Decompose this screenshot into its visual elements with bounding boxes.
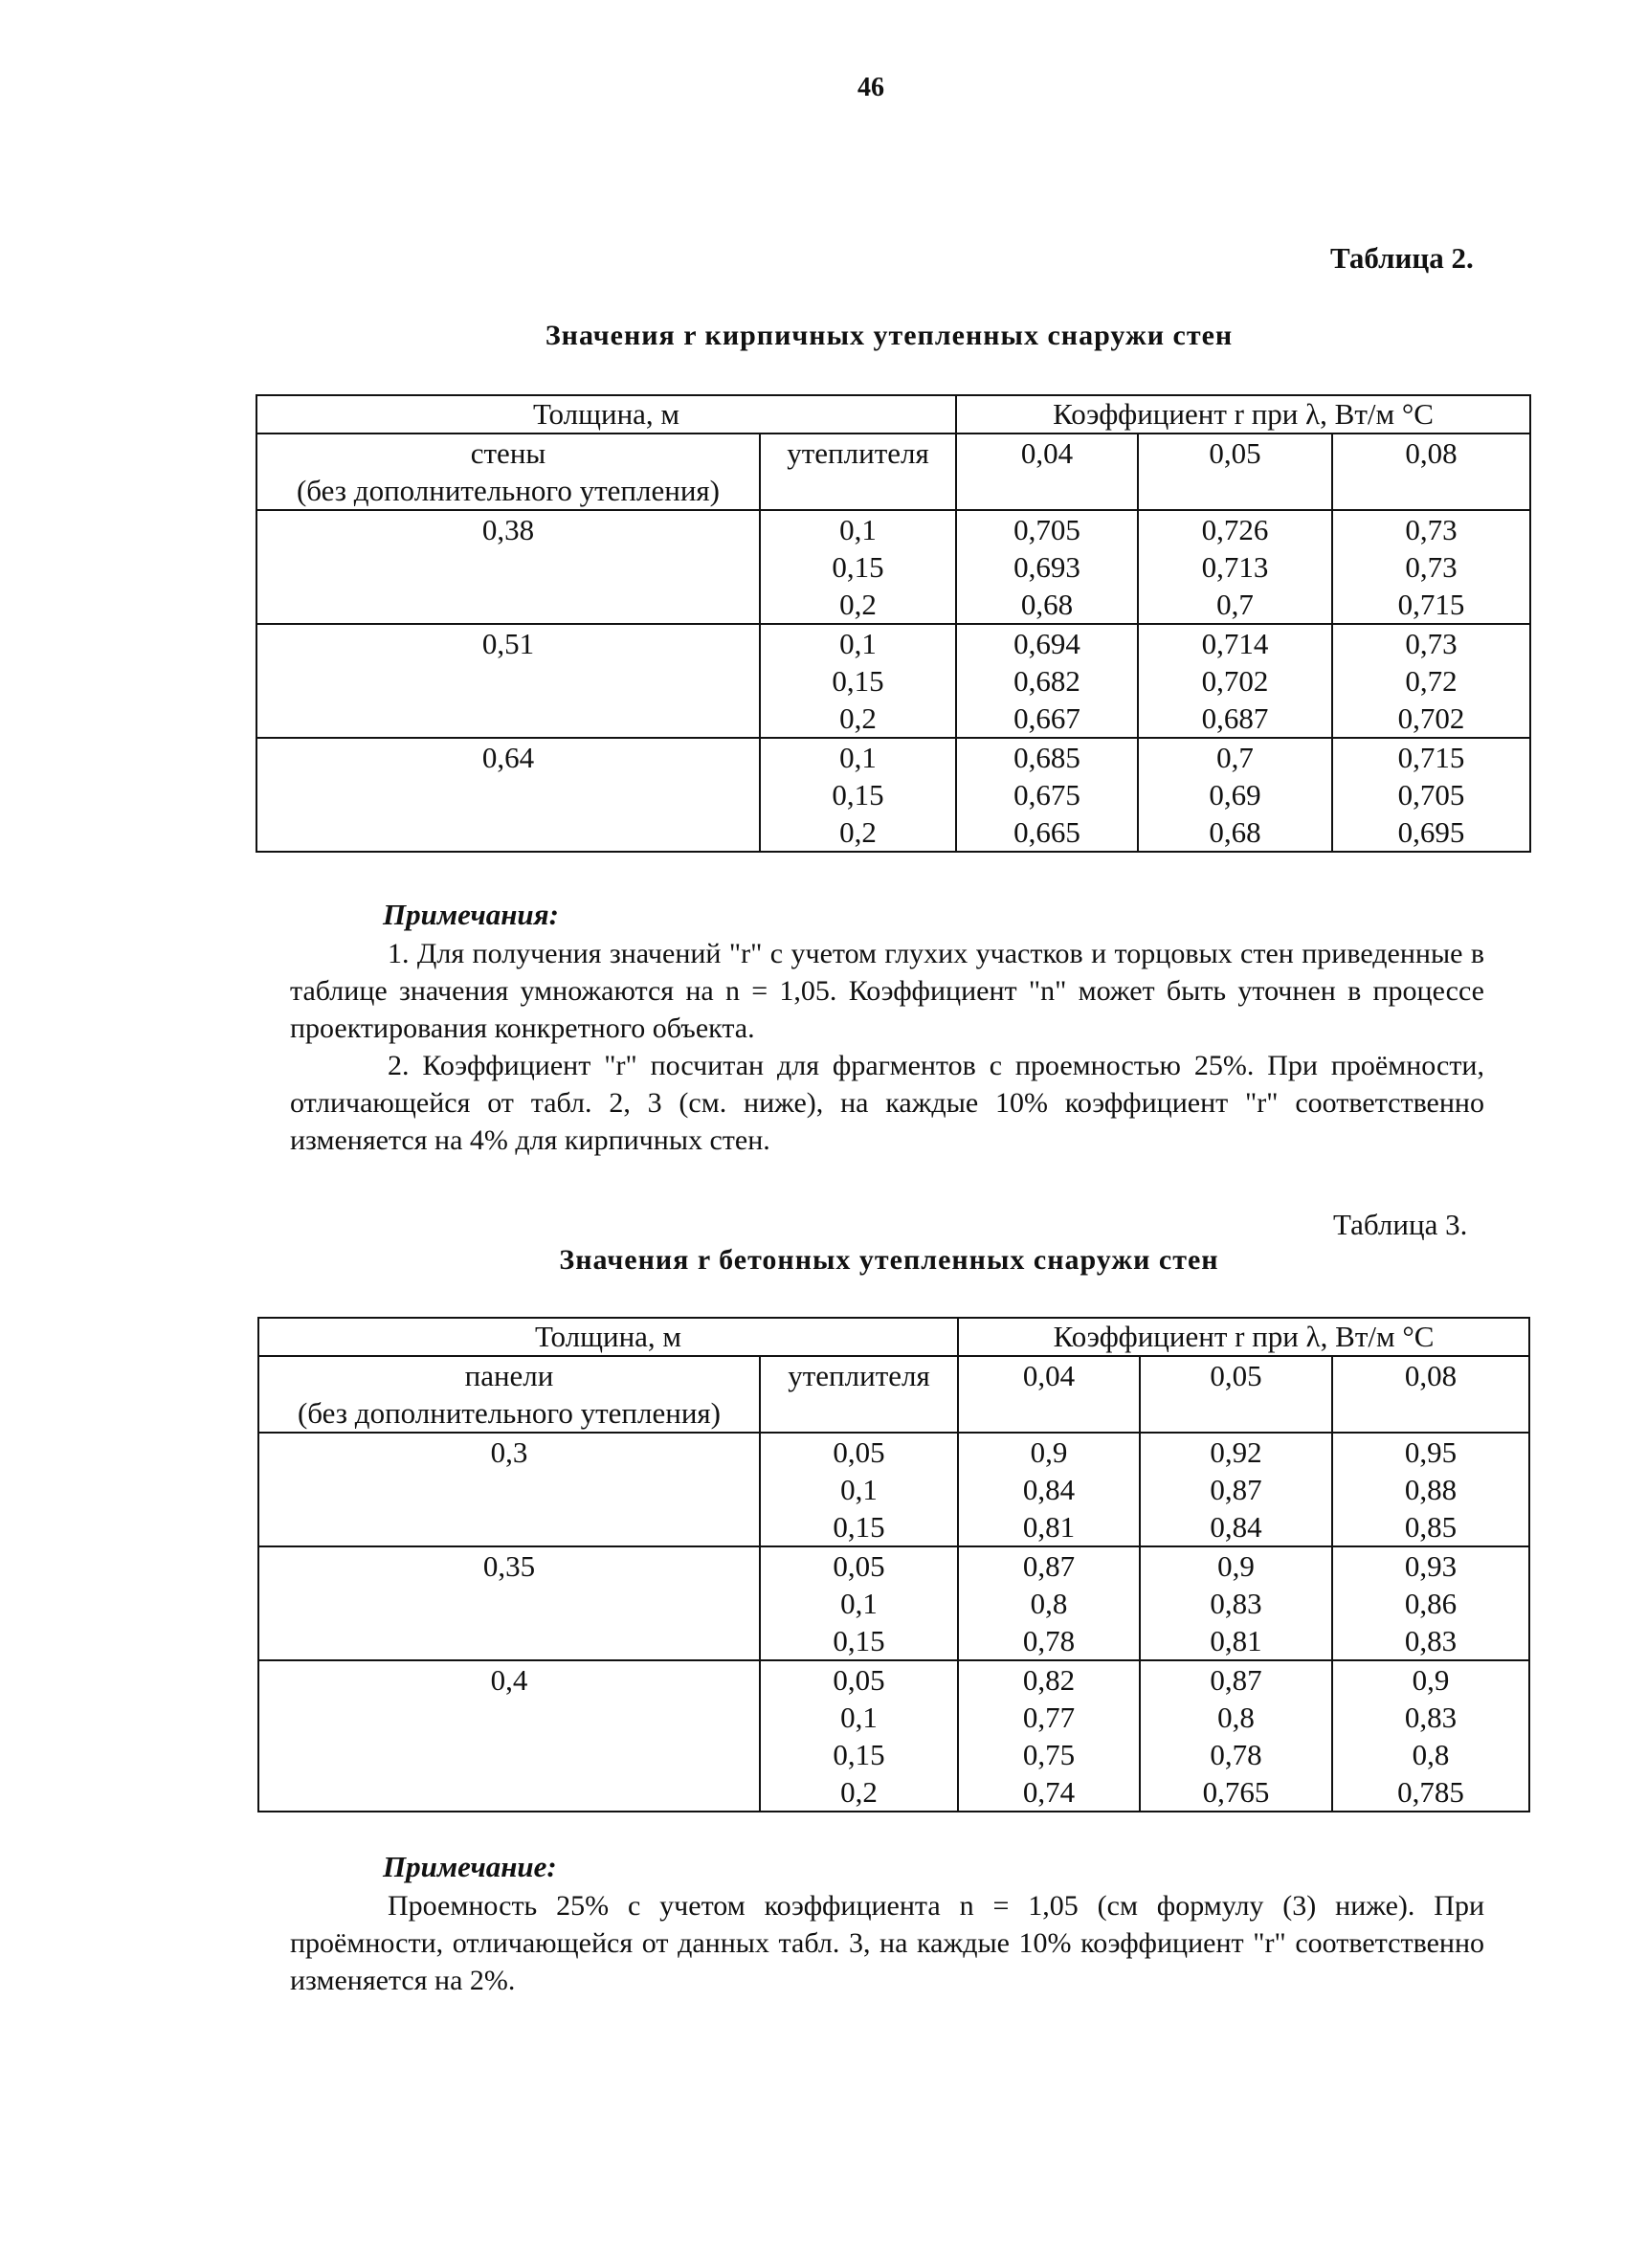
insulation-cell (760, 624, 956, 738)
coef-value: 0,83 (1210, 1587, 1262, 1620)
table2-head-coef: Коэффициент r при λ, Вт/м °С (956, 395, 1530, 434)
coef-value: 0,685 (1013, 741, 1080, 774)
table2-title: Значения r кирпичных утепленных снаружи стен (545, 320, 1234, 351)
table-row (258, 1546, 1529, 1660)
coef-value: 0,8 (1412, 1738, 1450, 1771)
table2-header-row2 (256, 434, 1530, 510)
coef-value: 0,694 (1013, 627, 1080, 660)
insulation-value: 0,1 (840, 1587, 878, 1620)
coef-cell (956, 624, 1138, 738)
coef-value: 0,85 (1404, 1510, 1458, 1544)
coef-cell (1140, 1546, 1332, 1660)
insulation-value: 0,2 (839, 815, 877, 849)
coef-value: 0,95 (1404, 1435, 1458, 1469)
insulation-value: 0,05 (833, 1663, 885, 1697)
table2-head-thickness: Толщина, м (256, 395, 956, 434)
coef-value: 0,81 (1210, 1624, 1262, 1657)
table3 (257, 1317, 1530, 1812)
coef-value: 0,665 (1013, 815, 1080, 849)
wall-thickness-cell (258, 1546, 760, 1660)
table-row (258, 1660, 1529, 1812)
coef-value: 0,9 (1217, 1549, 1255, 1583)
coef-value: 0,77 (1022, 1701, 1076, 1734)
wall-thickness-value: 0,35 (482, 1549, 536, 1583)
table3-head-coef: Коэффициент r при λ, Вт/м °С (958, 1318, 1529, 1356)
table2 (256, 394, 1531, 853)
coef-value: 0,88 (1404, 1473, 1458, 1506)
coef-cell (1332, 1433, 1529, 1546)
coef-value: 0,84 (1210, 1510, 1262, 1544)
coef-cell (958, 1546, 1140, 1660)
coef-value: 0,702 (1397, 701, 1465, 735)
insulation-value: 0,2 (839, 701, 877, 735)
coef-value: 0,84 (1022, 1473, 1076, 1506)
coef-value: 0,92 (1210, 1435, 1262, 1469)
wall-thickness-value: 0,4 (490, 1663, 528, 1697)
coef-value: 0,785 (1397, 1775, 1464, 1809)
table3-head-wall-line1: панели (464, 1359, 554, 1392)
coef-cell (1332, 624, 1530, 738)
coef-value: 0,8 (1217, 1701, 1255, 1734)
table2-notes-heading: Примечания: (383, 898, 559, 931)
coef-value: 0,68 (1209, 815, 1261, 849)
coef-value: 0,705 (1397, 778, 1465, 812)
table3-head-insul: утеплителя (760, 1356, 958, 1433)
insulation-value: 0,15 (833, 1624, 885, 1657)
insulation-value: 0,15 (832, 664, 884, 698)
coef-value: 0,726 (1201, 513, 1269, 546)
insulation-value: 0,2 (839, 588, 877, 621)
page-number: 46 (857, 73, 884, 102)
coef-value: 0,73 (1405, 513, 1458, 546)
coef-value: 0,87 (1022, 1549, 1076, 1583)
insulation-cell (760, 738, 956, 852)
table3-head-wall (258, 1356, 760, 1433)
coef-value: 0,78 (1022, 1624, 1076, 1657)
table3-head-l1: 0,04 (958, 1356, 1140, 1433)
wall-thickness-cell (256, 738, 760, 852)
coef-cell (958, 1433, 1140, 1546)
coef-value: 0,87 (1210, 1663, 1262, 1697)
insulation-value: 0,15 (833, 1510, 885, 1544)
coef-value: 0,693 (1013, 550, 1080, 584)
table2-head-l3: 0,08 (1332, 434, 1530, 510)
table3-head-l3: 0,08 (1332, 1356, 1529, 1433)
coef-value: 0,74 (1022, 1775, 1076, 1809)
table3-header-row2 (258, 1356, 1529, 1433)
insulation-value: 0,15 (833, 1738, 885, 1771)
insulation-cell (760, 1433, 958, 1546)
table-row (258, 1433, 1529, 1546)
table2-body (256, 510, 1530, 852)
wall-thickness-cell (256, 510, 760, 624)
table3-note (290, 1887, 1484, 1999)
table3-header-row1 (258, 1318, 1529, 1356)
coef-value: 0,713 (1201, 550, 1269, 584)
coef-cell (1138, 624, 1332, 738)
coef-value: 0,82 (1022, 1663, 1076, 1697)
table-row (256, 738, 1530, 852)
wall-thickness-value: 0,3 (490, 1435, 528, 1469)
table3-head-l2: 0,05 (1140, 1356, 1332, 1433)
insulation-value: 0,1 (839, 741, 877, 774)
table-row (256, 510, 1530, 624)
coef-cell (1140, 1433, 1332, 1546)
coef-value: 0,7 (1216, 741, 1254, 774)
coef-value: 0,69 (1209, 778, 1261, 812)
coef-cell (1140, 1660, 1332, 1812)
table2-head-l2: 0,05 (1138, 434, 1332, 510)
coef-cell (1332, 1660, 1529, 1812)
table2-label: Таблица 2. (1330, 241, 1474, 275)
insulation-value: 0,1 (839, 513, 877, 546)
coef-value: 0,705 (1013, 513, 1080, 546)
coef-value: 0,73 (1405, 550, 1458, 584)
coef-value: 0,87 (1210, 1473, 1262, 1506)
table3-body (258, 1433, 1529, 1812)
coef-value: 0,81 (1022, 1510, 1076, 1544)
table2-head-insul: утеплителя (760, 434, 956, 510)
coef-value: 0,75 (1022, 1738, 1076, 1771)
coef-value: 0,8 (1030, 1587, 1068, 1620)
insulation-value: 0,05 (833, 1435, 885, 1469)
coef-value: 0,78 (1210, 1738, 1262, 1771)
coef-cell (1138, 510, 1332, 624)
insulation-cell (760, 1660, 958, 1812)
coef-cell (956, 510, 1138, 624)
insulation-cell (760, 1546, 958, 1660)
coef-value: 0,714 (1201, 627, 1269, 660)
table2-head-l1: 0,04 (956, 434, 1138, 510)
coef-cell (1332, 1546, 1529, 1660)
wall-thickness-value: 0,64 (481, 741, 535, 774)
insulation-value: 0,1 (840, 1701, 878, 1734)
coef-value: 0,687 (1201, 701, 1269, 735)
coef-value: 0,7 (1216, 588, 1254, 621)
table2-header-row1 (256, 395, 1530, 434)
coef-cell (958, 1660, 1140, 1812)
coef-value: 0,675 (1013, 778, 1080, 812)
insulation-cell (760, 510, 956, 624)
coef-value: 0,682 (1013, 664, 1080, 698)
coef-cell (1138, 738, 1332, 852)
coef-cell (1332, 510, 1530, 624)
coef-value: 0,765 (1202, 1775, 1270, 1809)
table2-head-wall-line1: стены (470, 436, 546, 470)
coef-value: 0,9 (1030, 1435, 1068, 1469)
insulation-value: 0,05 (833, 1549, 885, 1583)
insulation-value: 0,1 (840, 1473, 878, 1506)
insulation-value: 0,15 (832, 550, 884, 584)
table2-note1 (290, 935, 1484, 1047)
table2-note2 (290, 1047, 1484, 1159)
table2-note1-text: 1. Для получения значений "r" с учетом глухих участков и торцовых стен приведенные в таблице значения умножаются на n = 1,05. Коэффициент "n" может быть уточнен в процессе проектирования конкретного объекта. (290, 938, 1484, 1044)
table-row (256, 624, 1530, 738)
table3-note-heading: Примечание: (383, 1850, 557, 1883)
coef-value: 0,702 (1201, 664, 1269, 698)
coef-value: 0,68 (1020, 588, 1074, 621)
coef-value: 0,83 (1404, 1701, 1458, 1734)
insulation-value: 0,1 (839, 627, 877, 660)
coef-value: 0,83 (1404, 1624, 1458, 1657)
coef-value: 0,93 (1404, 1549, 1458, 1583)
table3-label: Таблица 3. (1333, 1208, 1468, 1241)
table2-note2-text: 2. Коэффициент "r" посчитан для фрагментов с проемностью 25%. При проёмности, отличающейся от табл. 2, 3 (см. ниже), на каждые 10% коэффициент "r" соответственно изменяется на 4% для кирпичных стен. (290, 1050, 1484, 1156)
table3-head-thickness: Толщина, м (258, 1318, 958, 1356)
coef-value: 0,9 (1412, 1663, 1450, 1697)
wall-thickness-cell (256, 624, 760, 738)
coef-cell (956, 738, 1138, 852)
coef-value: 0,73 (1405, 627, 1458, 660)
wall-thickness-value: 0,51 (481, 627, 535, 660)
insulation-value: 0,2 (840, 1775, 878, 1809)
coef-value: 0,715 (1397, 741, 1465, 774)
table3-note-text: Проемность 25% с учетом коэффициента n = 1,05 (см формулу (3) ниже). При проёмности, отличающейся от данных табл. 3, на каждые 10% коэффициент "r" соответственно изменяется на 2%. (290, 1890, 1484, 1996)
wall-thickness-value: 0,38 (481, 513, 535, 546)
wall-thickness-cell (258, 1660, 760, 1812)
coef-cell (1332, 738, 1530, 852)
coef-value: 0,695 (1397, 815, 1465, 849)
coef-value: 0,72 (1405, 664, 1458, 698)
table2-head-wall (256, 434, 760, 510)
table3-head-wall-line2: (без дополнительного утепления) (297, 1396, 721, 1430)
coef-value: 0,86 (1404, 1587, 1458, 1620)
coef-value: 0,667 (1013, 701, 1080, 735)
wall-thickness-cell (258, 1433, 760, 1546)
table3-title: Значения r бетонных утепленных снаружи стен (559, 1244, 1219, 1276)
insulation-value: 0,15 (832, 778, 884, 812)
coef-value: 0,715 (1397, 588, 1465, 621)
table2-head-wall-line2: (без дополнительного утепления) (296, 474, 720, 507)
